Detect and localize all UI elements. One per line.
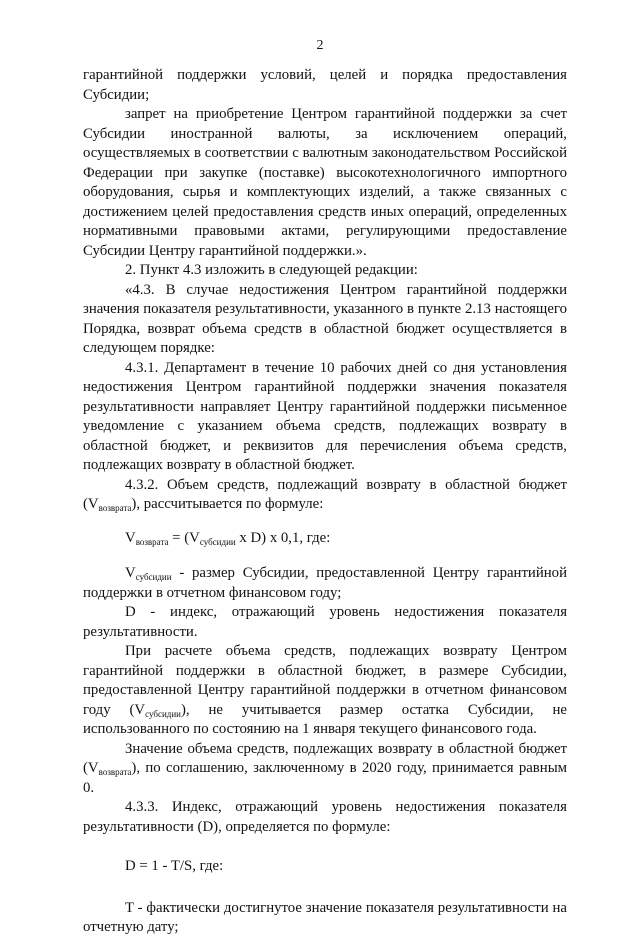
paragraph-t-definition: T - фактически достигнутое значение показателя результативности на отчетную дату; <box>83 899 567 935</box>
paragraph-amendment-4-3: 2. Пункт 4.3 изложить в следующей редакции: <box>125 262 418 278</box>
paragraph-v-subsidy-definition: $V_{субсидии}$ - размер Субсидии, предоставленной Центру гарантийной поддержки в отчетном финансовом году; <box>83 565 567 601</box>
paragraph-calculation-note: При расчете объема средств, подлежащих возврату Центром гарантийной поддержки в областной бюджет, в размере Субсидии, предоставленной Центру гарантийной поддержки в отчетном финансовом году $(V_{субсидии})$, не учитывается размер остатка Субсидии, не использованного по состоянию на 1 января текущего финансового года. <box>83 643 567 737</box>
paragraph-2020-agreement: Значение объема средств, подлежащих возврату в областной бюджет $(V_{возврата})$, по соглашению, заключенному в 2020 году, принимается равным 0. <box>83 740 567 796</box>
formula-index-d: D = 1 - T/S, где: <box>125 858 224 874</box>
paragraph-4-3-2: 4.3.2. Объем средств, подлежащий возврату в областной бюджет $(V_{возврата})$, рассчитывается по формуле: <box>83 476 567 513</box>
formula-return-volume: $V_{возврата} = (V_{субсидии}$ x D) x 0,1, где: <box>125 529 331 547</box>
paragraph-4-3: «4.3. В случае недостижения Центром гарантийной поддержки значения показателя результативности, указанного в пункте 2.13 настоящего Порядка, возврат объема средств в областной бюджет осуществляется в следующем порядке: <box>83 281 567 356</box>
document-body <box>83 66 567 938</box>
page-number: 2 <box>316 38 324 53</box>
paragraph-d-definition: D - индекс, отражающий уровень недостижения показателя результативности. <box>83 604 567 640</box>
paragraph-4-3-1: 4.3.1. Департамент в течение 10 рабочих дней со дня установления недостижения Центром гарантийной поддержки значения показателя результативности направляет Центру гарантийной поддержки письменное уведомление с указанием объема средств, подлежащих возврату в областной бюджет, и реквизитов для перечисления объема средств, подлежащих возврату в областной бюджет. <box>83 359 567 473</box>
paragraph-subsidy-conditions-end: гарантийной поддержки условий, целей и порядка предоставления Субсидии; <box>83 67 567 103</box>
paragraph-currency-ban: запрет на приобретение Центром гарантийной поддержки за счет Субсидии иностранной валюты, за исключением операций, осуществляемых в соответствии с валютным законодательством Российской Федерации при закупке (поставке) высокотехнологичного импортного оборудования, сырья и комплектующих изделий, а также связанных с достижением целей предоставления средств иных операций, определенных нормативными правовыми актами, регулирующими предоставление Субсидии Центру гарантийной поддержки.». <box>83 106 567 259</box>
paragraph-4-3-3: 4.3.3. Индекс, отражающий уровень недостижения показателя результативности (D), определяется по формуле: <box>83 799 567 835</box>
